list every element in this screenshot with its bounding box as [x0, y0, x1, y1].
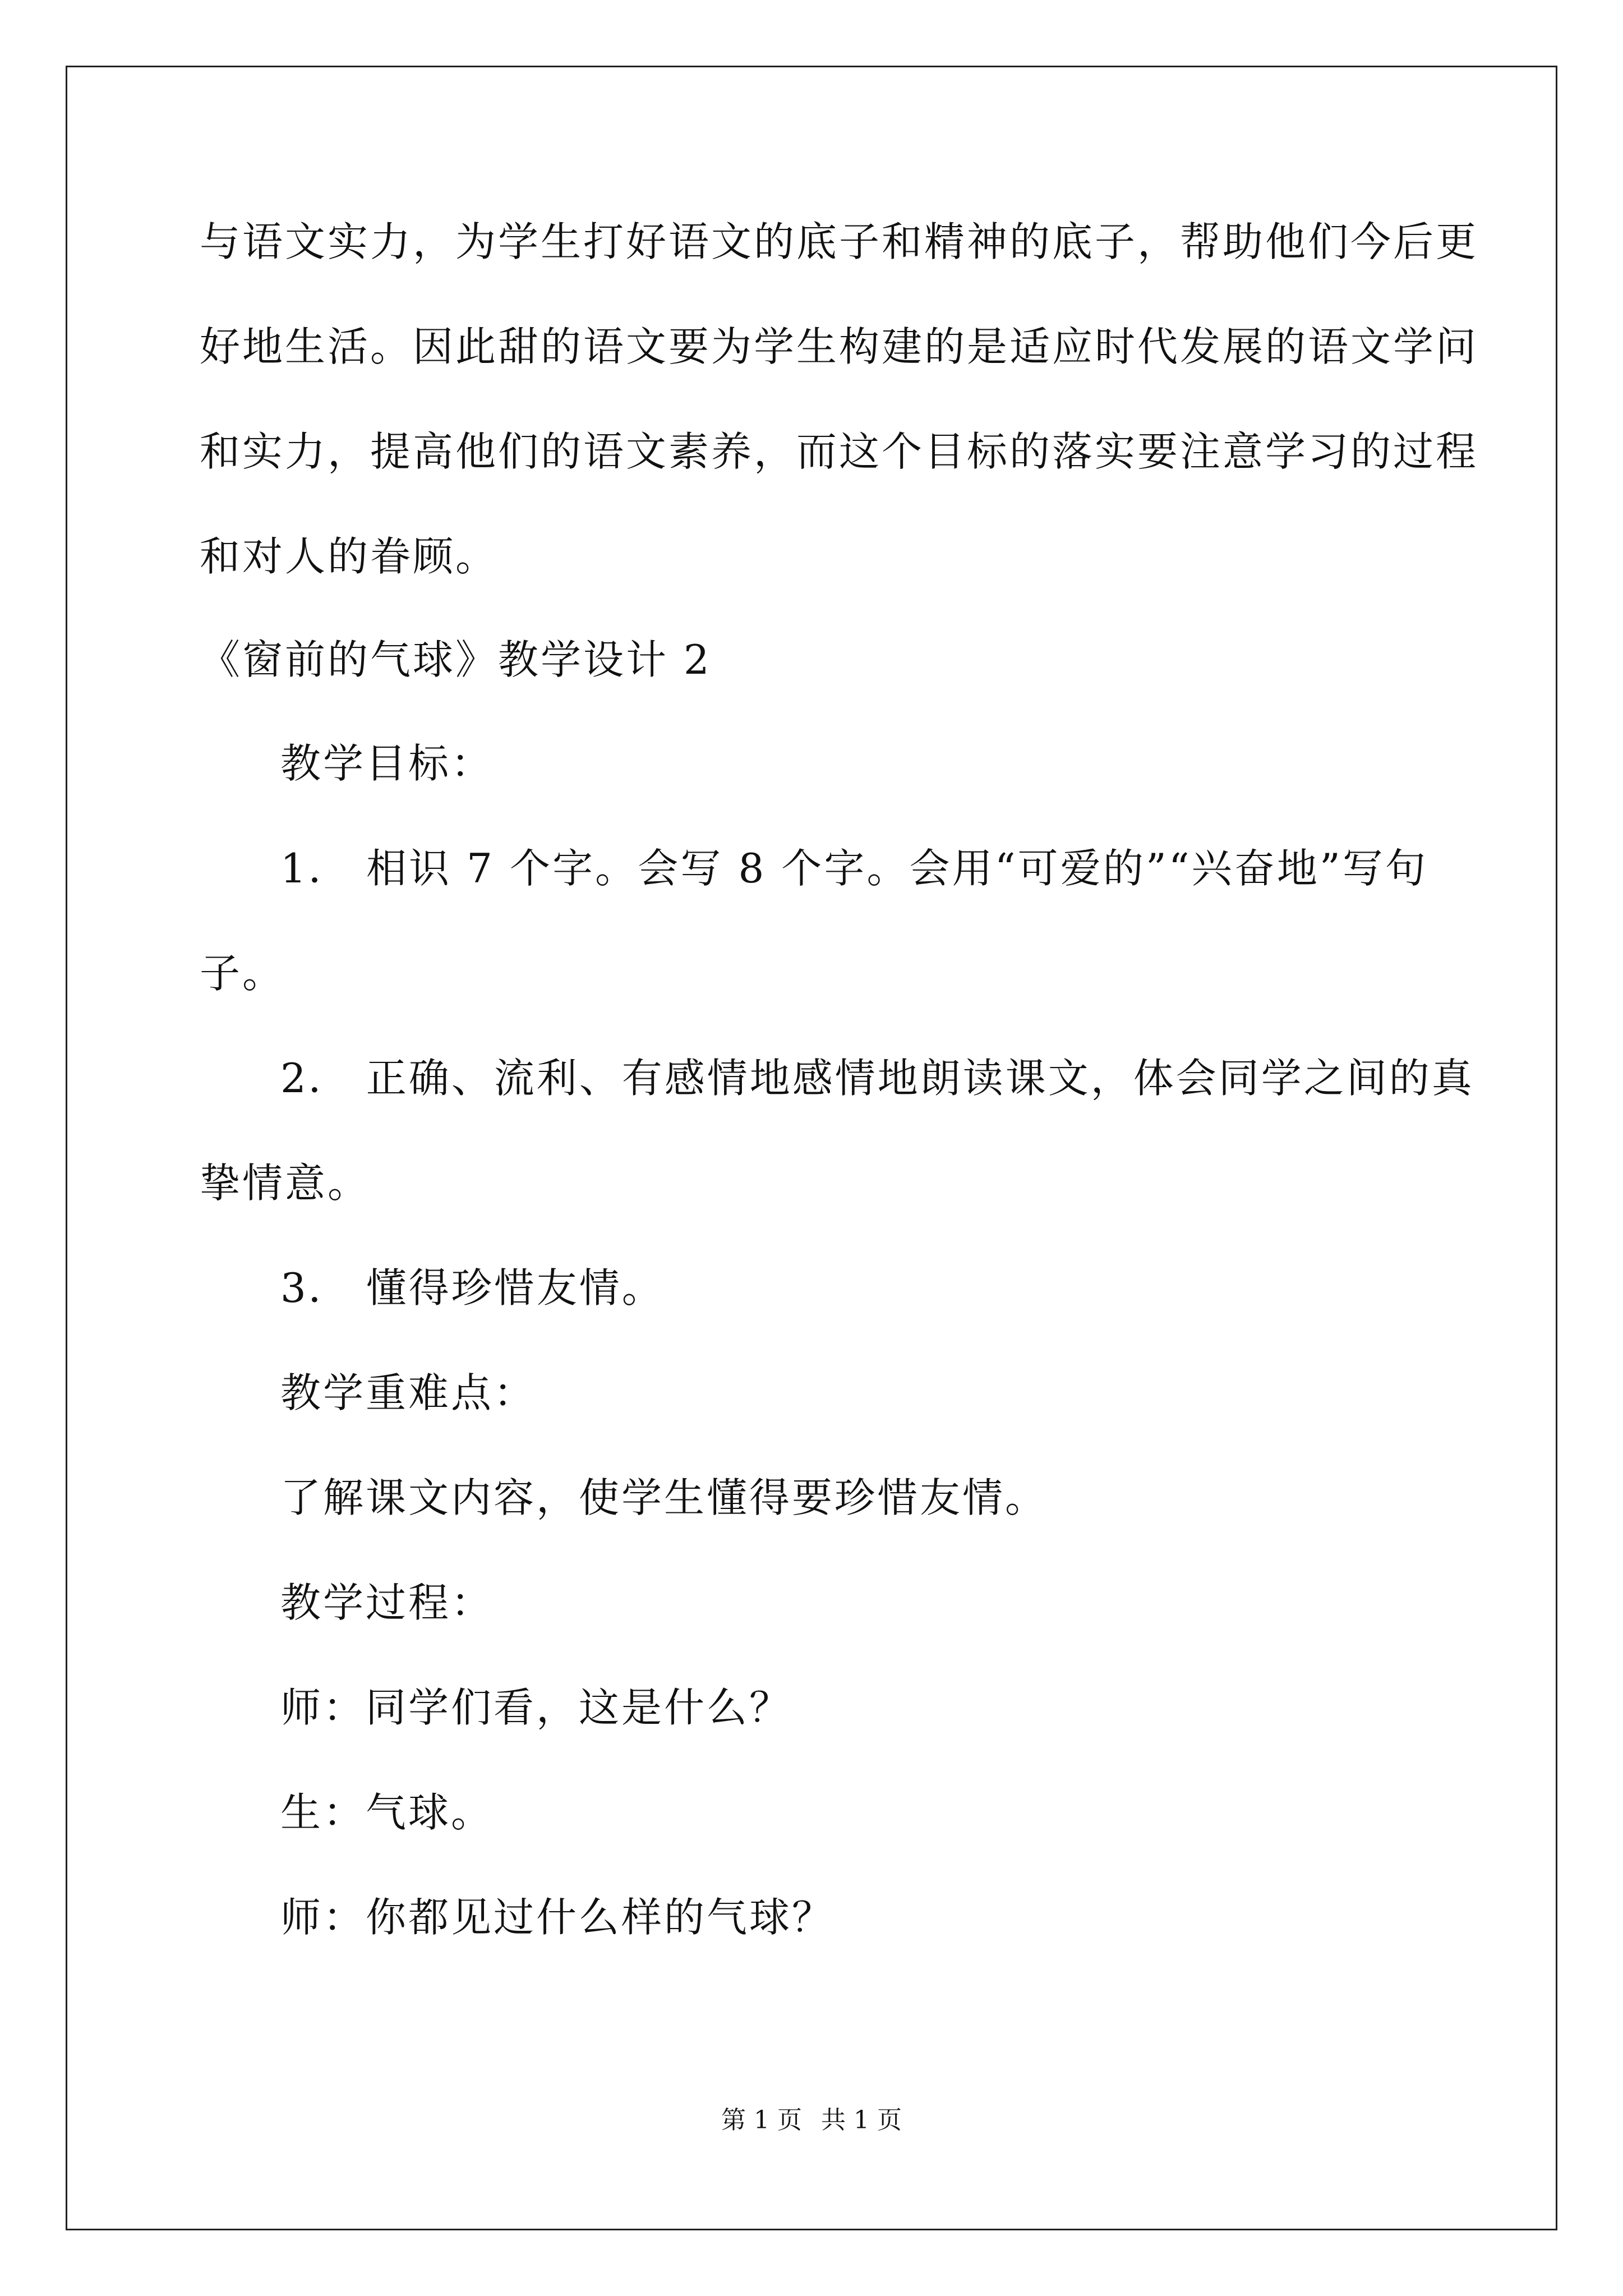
paragraph-line: 好地生活。因此甜的语文要为学生构建的是适应时代发展的语文学问	[200, 323, 1479, 370]
paragraph-line: 子。	[200, 950, 285, 997]
section-title: 《窗前的气球》教学设计 2	[200, 636, 712, 683]
page-number: 第 1 页	[721, 2106, 802, 2134]
heading-process: 教学过程：	[280, 1579, 494, 1626]
objective-item-2: 2． 正确、流利、有感情地感情地朗读课文，体会同学之间的真	[280, 1055, 1474, 1102]
objective-item-3: 3． 懂得珍惜友情。	[280, 1264, 665, 1312]
page-total: 共 1 页	[821, 2106, 902, 2134]
paragraph-line: 和对人的眷顾。	[200, 533, 499, 580]
page-footer	[0, 2104, 1623, 2137]
heading-objectives: 教学目标：	[280, 740, 494, 787]
paragraph-line: 与语文实力，为学生打好语文的底子和精神的底子，帮助他们今后更	[200, 218, 1479, 265]
paragraph-line: 挚情意。	[200, 1159, 371, 1207]
dialogue-line: 师：同学们看，这是什么？	[280, 1684, 792, 1731]
heading-key-points: 教学重难点：	[280, 1369, 537, 1416]
paragraph-line: 和实力，提高他们的语文素养，而这个目标的落实要注意学习的过程	[200, 428, 1479, 475]
dialogue-line: 生：气球。	[280, 1789, 494, 1836]
objective-item-1: 1． 相识 7 个字。会写 8 个字。会用“可爱的”“兴奋地”写句	[280, 845, 1428, 892]
dialogue-line: 师：你都见过什么样的气球？	[280, 1894, 835, 1941]
paragraph-line: 了解课文内容，使学生懂得要珍惜友情。	[280, 1474, 1048, 1521]
